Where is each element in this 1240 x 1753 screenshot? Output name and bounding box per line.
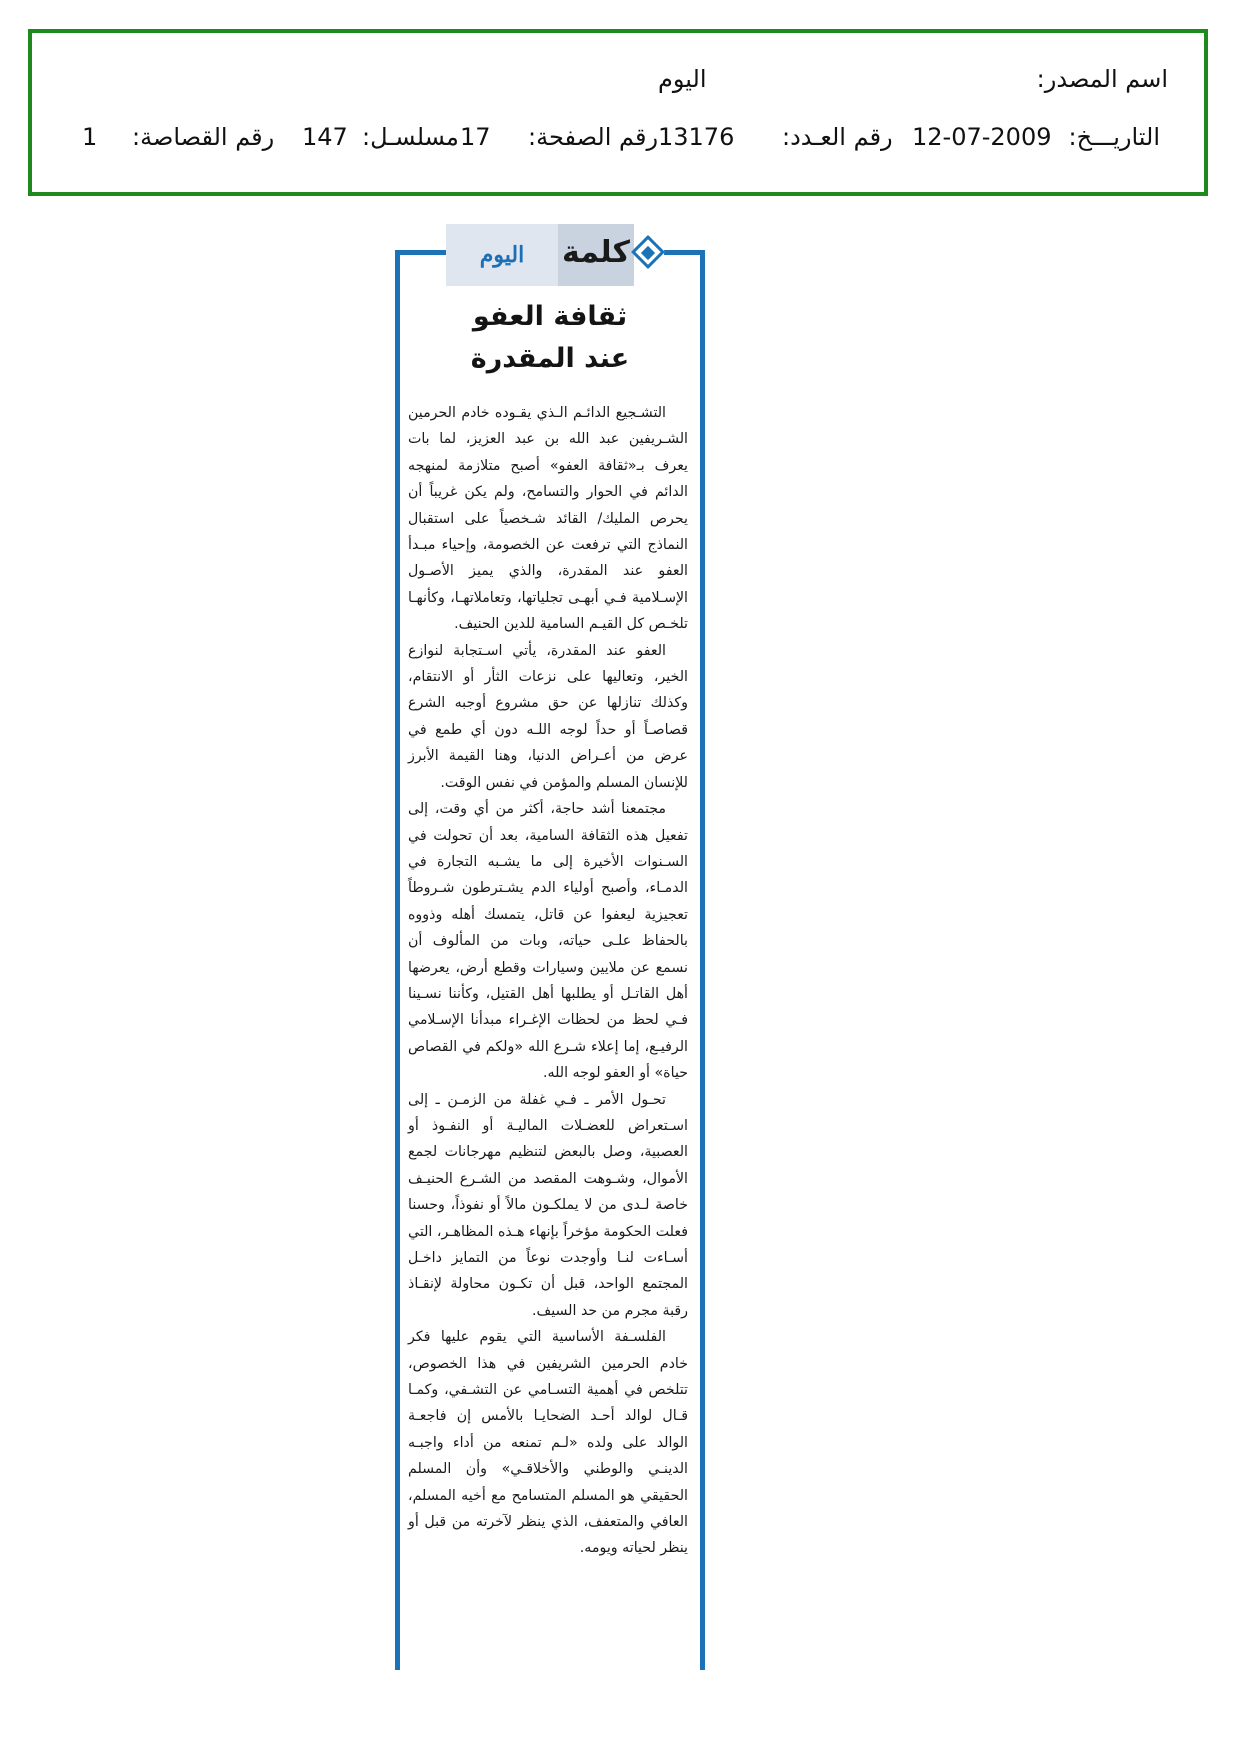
- article-body: [408, 400, 688, 1562]
- newspaper-logo: اليوم: [446, 224, 558, 286]
- serial-label: مسلسـل:: [362, 123, 459, 151]
- issue-label: رقم العـدد:: [782, 123, 893, 151]
- article-paragraph-5: الفلسـفة الأساسية التي يقوم عليها فكر خادم الحرمين الشريفين في هذا الخصوص، تتلخص في أهمية التسـامي عن التشـفي، وكمـا قـال لوالد أحـد الضحايـا بالأمس إن فاجعـة الوالد على ولده «لـم تمنعه من أداء واجبـه الدينـي والوطني والأخلاقـي» وأن المسلم الحقيقي هو المسلم المتسامح مع أخيه المسلم، العافي والمتعفف، الذي ينظر لآخرته من قبل أو ينظر لحياته ويومه.: [408, 1329, 688, 1557]
- page-value: 17: [460, 123, 491, 151]
- article-paragraph-4: تحـول الأمر ـ فـي غفلة من الزمـن ـ إلى اسـتعراض للعضـلات الماليـة أو النفـوذ أو العصبية، وصل بالبعض لتنظيم مهرجانات لجمع الأموال، وشـوهت المقصد من الشـرع الحنيـف خاصة لـدى من لا يملكـون مالاً أو نفوذاً، وحسنا فعلت الحكومة مؤخراً بإنهاء هـذه المظاهـر، التي أسـاءت لنـا وأوجدت نوعاً من التمايز داخـل المجتمع الواحد، قبل أن تكـون محاولة لإنقـاذ رقبة مجرم من حد السيف.: [408, 1091, 688, 1319]
- source-label: اسم المصدر:: [1036, 65, 1168, 93]
- issue-value: 13176: [658, 123, 735, 151]
- column-masthead: [446, 224, 664, 286]
- article-paragraph-3: مجتمعنا أشد حاجة، أكثر من أي وقت، إلى تفعيل هذه الثقافة السامية، بعد أن تحولت في السـنوات الأخيرة إلى ما يشـبه التجارة في الدمـاء، وأصبح أولياء الدم يشـترطون شـروطاً تعجيزية ليعفوا عن قاتل، يتمسك أهله وذووه بالحفاظ علـى حياته، وبات من المألوف أن نسمع عن ملايين وسيارات وقطع أرض، يعرضها أهل القاتـل أو يطلبها أهل القتيل، وكأننا نسـينا فـي لحظ من لحظات الإغـراء مبدأنا الإسـلامي الرفيـع، إما إعلاء شـرع الله «ولكم في القصاص حياة» أو العفو لوجه الله.: [408, 801, 688, 1082]
- serial-value: 147: [302, 123, 348, 151]
- page-label: رقم الصفحة:: [528, 123, 659, 151]
- date-value: 12-07-2009: [912, 123, 1052, 151]
- source-value: اليوم: [658, 65, 707, 93]
- clip-number-value: 1: [82, 123, 98, 151]
- article-headline: [410, 296, 690, 380]
- headline-line-1: ثقافة العفو: [472, 301, 628, 332]
- article-paragraph-2: العفو عند المقدرة، يأتي اسـتجابة لنوازع الخير، وتعاليها على نزعات الثأر أو الانتقام، وكذلك تنازلها عن حق مشروع أوجبه الشرع قصاصـاً أو حداً لوجه اللـه دون أي طمع في عرض من أعـراض الدنيا، وهنا القيمة الأبرز للإنسان المسلم والمؤمن في نفس الوقت.: [408, 642, 688, 791]
- article-paragraph-1: التشـجيع الدائـم الـذي يقـوده خادم الحرمين الشـريفين عبد الله بن عبد العزيز، لما بات يعرف بـ«ثقافة العفو» أصبح متلازمة لمنهجه الدائم في الحوار والتسامح، ولم يكن غريباً أن يحرص المليك/ القائد شـخصياً على استقبال النماذج التي ترفعت عن الخصومة، وإحياء مبـدأ العفو عند المقدرة، والذي يميز الأصـول الإسـلامية فـي أبهـى تجلياتها، وتعاملاتهـا، وكأنهـا تلخـص كل القيـم السامية للدين الحنيف.: [408, 405, 688, 633]
- headline-line-2: عند المقدرة: [470, 343, 630, 374]
- source-info-box: [28, 29, 1208, 196]
- date-label: التاريـــخ:: [1068, 123, 1160, 151]
- column-name: كلمة: [558, 224, 634, 286]
- clip-number-label: رقم القصاصة:: [132, 123, 275, 151]
